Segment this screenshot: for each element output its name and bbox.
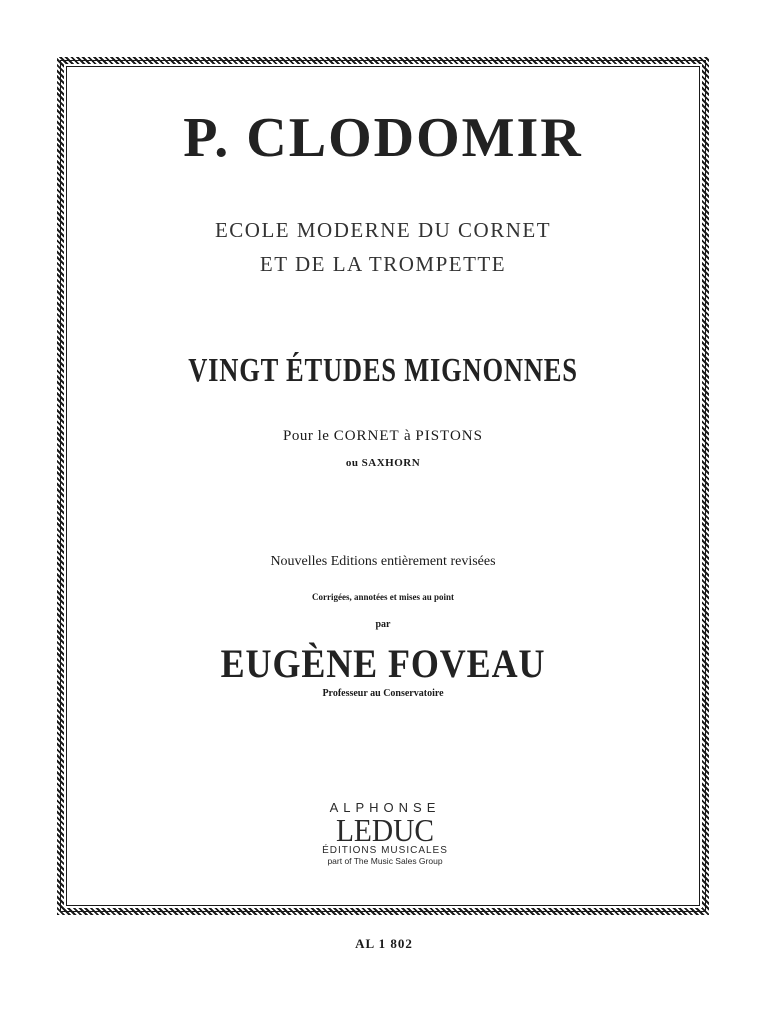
instrument-prefix: Pour le: [283, 428, 334, 444]
editor-title: Professeur au Conservatoire: [322, 688, 444, 699]
publisher-logo-line3: ÉDITIONS MUSICALES: [322, 845, 448, 856]
border-rule-inner: [66, 66, 700, 906]
publisher-logo-line4: part of The Music Sales Group: [327, 856, 443, 866]
catalog-number: AL 1 802: [355, 936, 413, 951]
instrument-cornet: CORNET: [333, 428, 400, 444]
series-title-line2: ET DE LA TROMPETTE: [259, 252, 507, 276]
by-label: par: [375, 619, 391, 630]
edition-note: Nouvelles Editions entièrement revisées: [270, 554, 496, 569]
publisher-logo-line1: ALPHONSE: [329, 800, 441, 815]
corrections-note: Corrigées, annotées et mises au point: [312, 592, 454, 602]
editor-name: EUGÈNE FOVEAU: [220, 641, 546, 686]
instrument-mid: à: [399, 428, 416, 444]
series-title-line1: ECOLE MODERNE DU CORNET: [214, 218, 552, 242]
publisher-logo: [300, 800, 470, 866]
composer-name: P. CLODOMIR: [183, 107, 583, 169]
instrument-line: [66, 428, 700, 445]
work-title: VINGT ÉTUDES MIGNONNES: [188, 352, 578, 389]
instrument-alternative: ou SAXHORN: [345, 457, 421, 469]
instrument-pistons: PISTONS: [415, 428, 483, 444]
publisher-logo-line2: LEDUC: [335, 812, 435, 848]
